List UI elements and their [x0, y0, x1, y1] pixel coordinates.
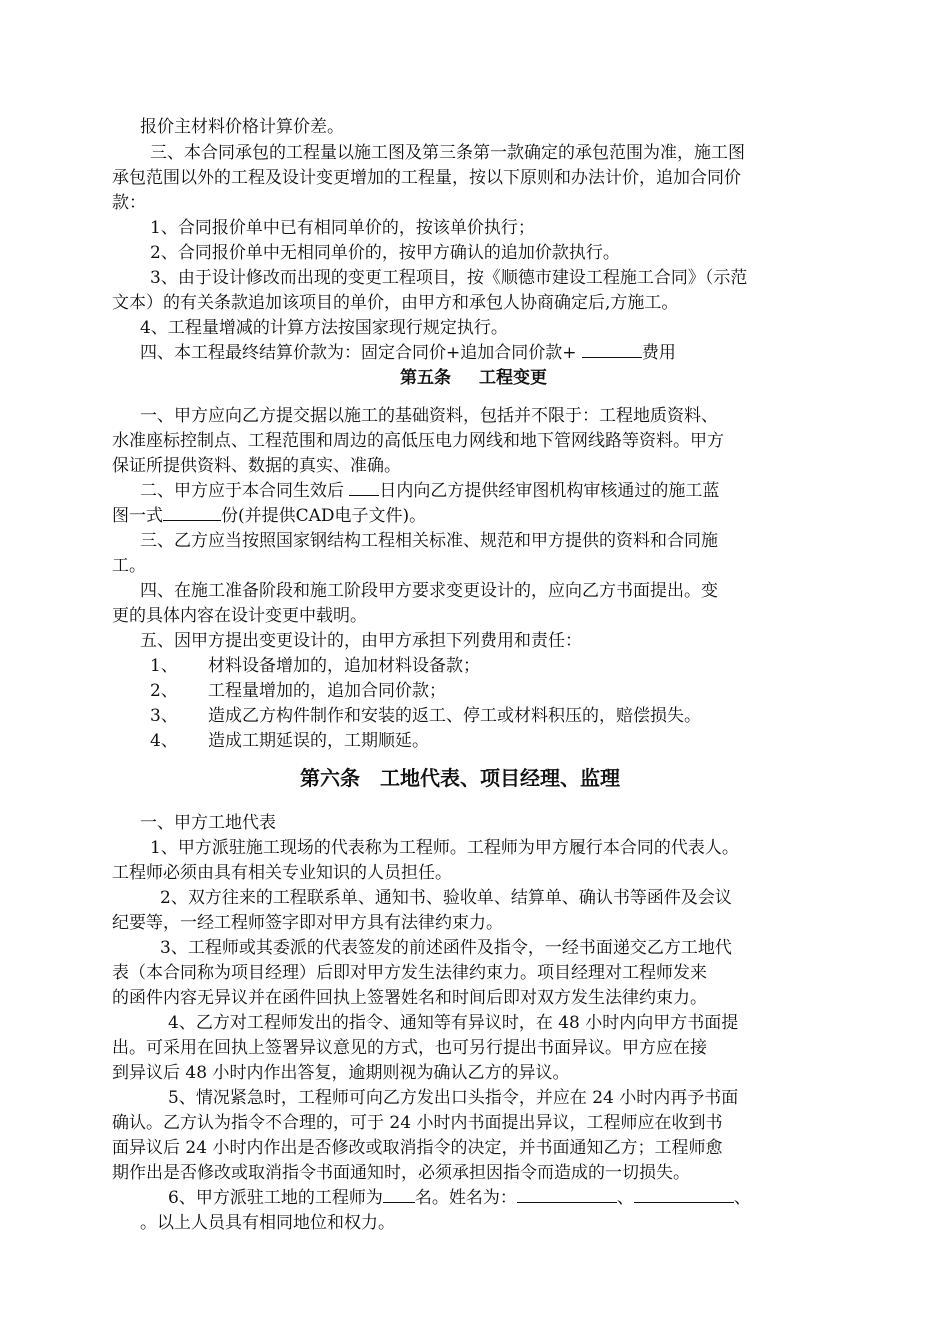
- text-line: 1、甲方派驻施工现场的代表称为工程师。工程师为甲方履行本合同的代表人。: [150, 838, 739, 858]
- fill-blank: [383, 1185, 415, 1203]
- list-item: [150, 653, 480, 679]
- text-segment: 、: [616, 1188, 634, 1208]
- text-line: 文本）的有关条款追加该项目的单价，由甲方和承包人协商确定后,方施工。: [112, 293, 679, 313]
- text-line: 出。可采用在回执上签署异议意见的方式，也可另行提出书面异议。甲方应在接: [112, 1038, 707, 1058]
- blueprint-line: [140, 478, 719, 504]
- text-line: 工。: [112, 556, 146, 576]
- final-price-line: [140, 340, 676, 366]
- article-number: 第六条: [300, 766, 360, 790]
- article-title: 工地代表、项目经理、监理: [380, 766, 620, 790]
- text-line: 一、甲方应向乙方提交据以施工的基础资料，包括并不限于：工程地质资料、: [140, 406, 718, 426]
- text-line: 期作出是否修改或取消指令书面通知时，必须承担因指令而造成的一切损失。: [112, 1163, 690, 1183]
- text-segment: 图一式: [112, 506, 163, 526]
- text-line: 面异议后 24 小时内作出是否修改或取消指令的决定，并书面通知乙方；工程师愈: [112, 1138, 723, 1158]
- list-item: [150, 678, 446, 704]
- text-line: 四、在施工准备阶段和施工阶段甲方要求变更设计的，应向乙方书面提出。变: [140, 581, 718, 601]
- list-number: 4、: [150, 731, 178, 751]
- text-line: 2、合同报价单中无相同单价的，按甲方确认的追加价款执行。: [150, 243, 620, 263]
- list-text: 材料设备增加的，追加材料设备款；: [208, 656, 480, 676]
- fill-blank: [517, 1185, 617, 1203]
- text-segment: 费用: [641, 343, 676, 363]
- text-line: 工程师必须由具有相关专业知识的人员担任。: [112, 863, 452, 883]
- list-text: 工程量增加的，追加合同价款；: [208, 681, 446, 701]
- list-item: [150, 703, 701, 729]
- blueprint-copies-line: [112, 503, 426, 529]
- text-line: 三、乙方应当按照国家钢结构工程相关标准、规范和甲方提供的资料和合同施: [140, 531, 718, 551]
- text-line: 1、合同报价单中已有相同单价的，按该单价执行；: [150, 218, 535, 238]
- text-line: 水准座标控制点、工程范围和周边的高低压电力网线和地下管网线路等资料。甲方: [112, 431, 724, 451]
- engineer-names-line: [168, 1185, 751, 1211]
- fill-blank: [163, 503, 221, 521]
- text-line: 5、情况紧急时，工程师可向乙方发出口头指令，并应在 24 小时内再予书面: [168, 1088, 739, 1108]
- text-segment: 、: [733, 1188, 751, 1208]
- text-segment: 6、甲方派驻工地的工程师为: [168, 1188, 383, 1208]
- fill-blank: [349, 478, 379, 496]
- text-line: 2、双方往来的工程联系单、通知书、验收单、结算单、确认书等函件及会议: [160, 888, 732, 908]
- text-line: 3、工程师或其委派的代表签发的前述函件及指令，一经书面递交乙方工地代: [160, 938, 732, 958]
- article-title: 工程变更: [479, 368, 547, 388]
- text-line: 。以上人员具有相同地位和权力。: [140, 1213, 395, 1233]
- text-line: 4、工程量增减的计算方法按国家现行规定执行。: [140, 318, 508, 338]
- text-line: 表（本合同称为项目经理）后即对甲方发生法律约束力。项目经理对工程师发来: [112, 963, 707, 983]
- article-6-heading: [300, 763, 620, 793]
- list-number: 1、: [150, 656, 178, 676]
- text-line: 更的具体内容在设计变更中载明。: [112, 606, 367, 626]
- text-line: 承包范围以外的工程及设计变更增加的工程量，按以下原则和办法计价，追加合同价: [112, 168, 741, 188]
- text-line: 确认。乙方认为指令不合理的，可于 24 小时内书面提出异议，工程师应在收到书: [112, 1113, 723, 1133]
- text-segment: 名。姓名为：: [414, 1188, 517, 1208]
- text-line: 报价主材料价格计算价差。: [140, 117, 344, 137]
- list-text: 造成工期延误的，工期顺延。: [208, 731, 429, 751]
- text-line: 保证所提供资料、数据的真实、准确。: [112, 456, 401, 476]
- list-number: 2、: [150, 681, 178, 701]
- text-line: 款：: [112, 193, 146, 213]
- list-number: 3、: [150, 706, 178, 726]
- text-line: 4、乙方对工程师发出的指令、通知等有异议时，在 48 小时内向甲方书面提: [168, 1013, 739, 1033]
- fill-blank: [634, 1185, 734, 1203]
- list-item: [150, 728, 429, 754]
- article-number: 第五条: [400, 368, 451, 388]
- text-line: 的函件内容无异议并在函件回执上签署姓名和时间后即对双方发生法律约束力。: [112, 988, 707, 1008]
- text-line: 到异议后 48 小时内作出答复，逾期则视为确认乙方的异议。: [112, 1063, 570, 1083]
- text-line: 3、由于设计修改而出现的变更工程项目，按《顺德市建设工程施工合同》（示范: [150, 268, 748, 288]
- text-segment: 四、本工程最终结算价款为：固定合同价+追加合同价款+: [140, 343, 582, 363]
- text-segment: 日内向乙方提供经审图机构审核通过的施工蓝: [379, 481, 720, 501]
- article-5-heading: [400, 365, 547, 391]
- text-line: 三、本合同承包的工程量以施工图及第三条第一款确定的承包范围为准，施工图: [150, 143, 745, 163]
- fill-blank: [582, 340, 642, 358]
- list-text: 造成乙方构件制作和安装的返工、停工或材料积压的，赔偿损失。: [208, 706, 701, 726]
- text-segment: 二、甲方应于本合同生效后: [140, 481, 350, 501]
- text-line: 纪要等，一经工程师签字即对甲方具有法律约束力。: [112, 913, 503, 933]
- text-segment: 份(并提供CAD电子文件)。: [221, 506, 427, 526]
- text-line: 一、甲方工地代表: [140, 813, 276, 833]
- text-line: 五、因甲方提出变更设计的，由甲方承担下列费用和责任：: [140, 631, 582, 651]
